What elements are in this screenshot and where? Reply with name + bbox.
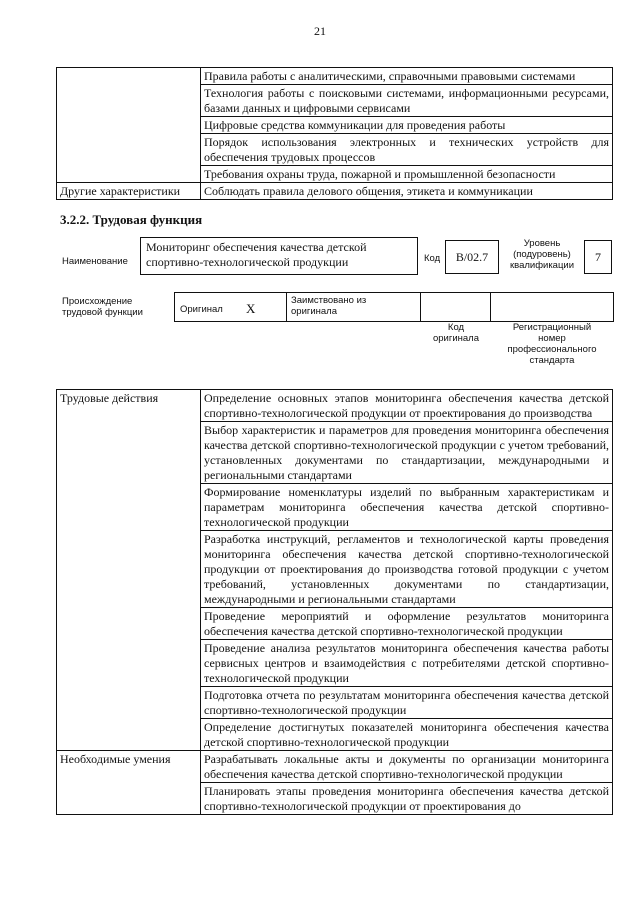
knowledge-item: Технология работы с поисковыми системами, информационными ресурсами, базами данных и цифровыми сервисами (201, 85, 613, 117)
table-row (57, 751, 613, 783)
empty-label-cell (57, 68, 201, 183)
other-characteristics-label: Другие характеристики (57, 183, 201, 200)
table-row (57, 183, 613, 200)
qualification-level-label: Уровень (подуровень) квалификации (509, 238, 575, 271)
labor-action: Выбор характеристик и параметров для проведения мониторинга обеспечения качества детской спортивно-технологической продукции с учетом требований, установленных документами по стандартизации, международными и региональными стандартами (201, 422, 613, 484)
section-title: 3.2.2. Трудовая функция (60, 212, 203, 227)
qualification-level-box (584, 240, 612, 274)
required-skill: Разрабатывать локальные акты и документы по организации мониторинга обеспечения качества детской спортивно-технологической продукции (201, 751, 613, 783)
knowledge-item: Цифровые средства коммуникации для проведения работы (201, 117, 613, 134)
labor-action: Разработка инструкций, регламентов и технологической карты проведения мониторинга обеспечения качества детской спортивно-технологической продукции от проектирования до производства готовой продукции с учетом требований, установленных документами по стандартизации, международными и региональными стандартами (201, 531, 613, 608)
required-skills-label: Необходимые умения (57, 751, 201, 815)
table-row (57, 68, 613, 85)
knowledge-item: Правила работы с аналитическими, справочными правовыми системами (201, 68, 613, 85)
original-label: Оригинал (180, 304, 223, 315)
labor-actions-label: Трудовые действия (57, 390, 201, 751)
labor-action: Определение достигнутых показателей мониторинга обеспечения качества детской спортивно-технологической продукции (201, 719, 613, 751)
registration-number-caption: Регистрационный номер профессионального стандарта (507, 322, 597, 366)
divider (286, 292, 287, 322)
qualification-level: 7 (595, 249, 601, 264)
borrowed-label: Заимствовано из оригинала (291, 295, 367, 317)
table-row (57, 390, 613, 422)
code-label: Код (424, 253, 441, 264)
labor-action: Проведение мероприятий и оформление результатов мониторинга обеспечения качества детской спортивно-технологической продукции (201, 608, 613, 640)
top-characteristics-table (56, 67, 613, 200)
divider (490, 292, 491, 322)
name-label: Наименование (62, 256, 128, 267)
function-code: B/02.7 (455, 249, 489, 264)
other-characteristics-value: Соблюдать правила делового общения, этикета и коммуникации (201, 183, 613, 200)
original-mark: X (246, 301, 256, 316)
labor-action: Формирование номенклатуры изделий по выбранным характеристикам и параметрам мониторинга обеспечения качества детской спортивно-технологической продукции (201, 484, 613, 531)
original-code-caption: Код оригинала (432, 322, 479, 344)
knowledge-item: Требования охраны труда, пожарной и промышленной безопасности (201, 166, 613, 183)
origin-label: Происхождение трудовой функции (62, 296, 143, 318)
labor-action: Подготовка отчета по результатам мониторинга обеспечения качества детской спортивно-технологической продукции (201, 687, 613, 719)
function-code-box (445, 240, 499, 274)
knowledge-item: Порядок использования электронных и технических устройств для обеспечения трудовых процессов (201, 134, 613, 166)
labor-action: Проведение анализа результатов мониторинга обеспечения качества работы сервисных центров и взаимодействия с потребителями детской спортивно-технологической продукции (201, 640, 613, 687)
required-skill: Планировать этапы проведения мониторинга обеспечения качества детской спортивно-технологической продукции от проектирования до (201, 783, 613, 815)
page-number: 21 (314, 24, 326, 38)
divider (420, 292, 421, 322)
function-name: Мониторинг обеспечения качества детской спортивно-технологической продукции (146, 240, 367, 269)
function-name-box (140, 237, 418, 275)
labor-action: Определение основных этапов мониторинга обеспечения качества детской спортивно-технологической продукции от проектирования до производства (201, 390, 613, 422)
labor-function-table (56, 389, 613, 815)
